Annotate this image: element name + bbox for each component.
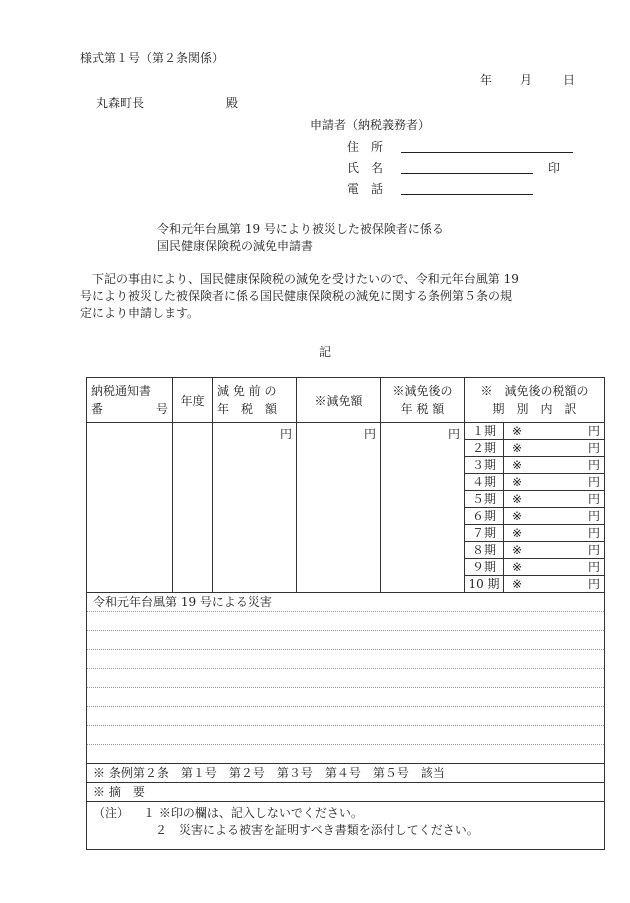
disaster-reason-label: 令和元年台風第 19 号による災害 [87,593,604,612]
reduction-amount-cell: 円 [297,423,381,593]
period-breakdown [465,423,605,593]
period-row [465,559,604,576]
tax-after-cell: 円 [381,423,465,593]
period-amount: ※ 円 [504,457,605,474]
ki-heading: 記 [319,345,332,359]
title-line-1: 令和元年台風第 19 号により被災した被保険者に係る [157,222,444,236]
article-applicability-row: ※ 条例第２条 第１号 第２号 第３号 第４号 第５号 該当 [87,764,605,783]
date-month: 月 [520,73,533,87]
phone-field[interactable] [401,194,533,195]
header-tax-after: ※減免後の 年 税 額 [381,378,465,423]
period-label: １期 [465,423,504,440]
applicant-heading: 申請者（納税義務者） [310,118,431,132]
title-line-2: 国民健康保険税の減免申請書 [157,239,314,253]
header-notice-number: 納税通知書 番 号 [87,378,173,423]
header-tax-before: 減 免 前 の 年 税 額 [213,378,297,423]
notes-label: （注） [93,806,130,820]
period-amount: ※ 円 [504,508,605,525]
date-year: 年 [480,73,493,87]
period-label: ７期 [465,525,504,542]
seal-mark: 印 [548,161,561,175]
name-label: 氏 名 [347,161,384,175]
period-label: ５期 [465,491,504,508]
period-row [465,440,604,457]
address-label: 住 所 [347,140,384,154]
period-row [465,576,604,593]
period-amount: ※ 円 [512,577,600,591]
period-row [465,525,604,542]
period-amount: ※ 円 [504,491,605,508]
fiscal-year-input[interactable] [173,423,213,593]
period-amount: ※ 円 [504,559,605,576]
period-label: ６期 [465,508,504,525]
tax-before-input[interactable]: 円 [213,423,297,593]
body-line-3: 定により申請します。 [80,306,200,320]
addressee-name: 丸森町長 [96,96,145,110]
date-day: 日 [563,73,576,87]
period-row [465,457,604,474]
phone-label: 電 話 [347,182,384,196]
period-amount: ※ 円 [504,542,605,559]
application-table [86,377,605,850]
period-label: ８期 [465,542,504,559]
addressee-honorific: 殿 [226,96,239,110]
body-line-2: 号により被災した被保険者に係る国民健康保険税の減免に関する条例第５条の規 [80,289,513,303]
period-amount: ※ 円 [504,423,605,440]
period-row [465,542,604,559]
name-field[interactable] [401,173,533,174]
period-row [465,491,604,508]
note-1: １ ※印の欄は、記入しないでください。 [143,806,363,820]
period-label: 10 期 [465,576,504,593]
header-reduction-amount: ※減免額 [297,378,381,423]
period-row [465,474,604,491]
summary-row: ※ 摘 要 [87,783,605,802]
period-label: ２期 [465,440,504,457]
period-row [465,423,604,440]
body-line-1: 下記の事由により、国民健康保険税の減免を受けたいので、令和元年台風第 19 [80,272,519,286]
period-amount: ※ 円 [504,474,605,491]
period-amount: ※ 円 [504,525,605,542]
period-amount: ※ 円 [504,440,605,457]
note-2: ２ 災害による被害を証明すべき書類を添付してください。 [155,823,479,837]
period-row [465,508,604,525]
period-label: ３期 [465,457,504,474]
notes-section [87,802,605,850]
header-period-breakdown: ※ 減免後の税額の 期 別 内 訳 [465,378,605,423]
address-field[interactable] [401,152,573,153]
period-label: ４期 [465,474,504,491]
form-number: 様式第１号（第２条関係） [80,51,225,65]
disaster-reason-section [87,593,605,764]
notice-number-input[interactable] [87,423,173,593]
header-fiscal-year: 年度 [173,378,213,423]
disaster-detail-field[interactable] [87,612,604,763]
period-label: ９期 [465,559,504,576]
